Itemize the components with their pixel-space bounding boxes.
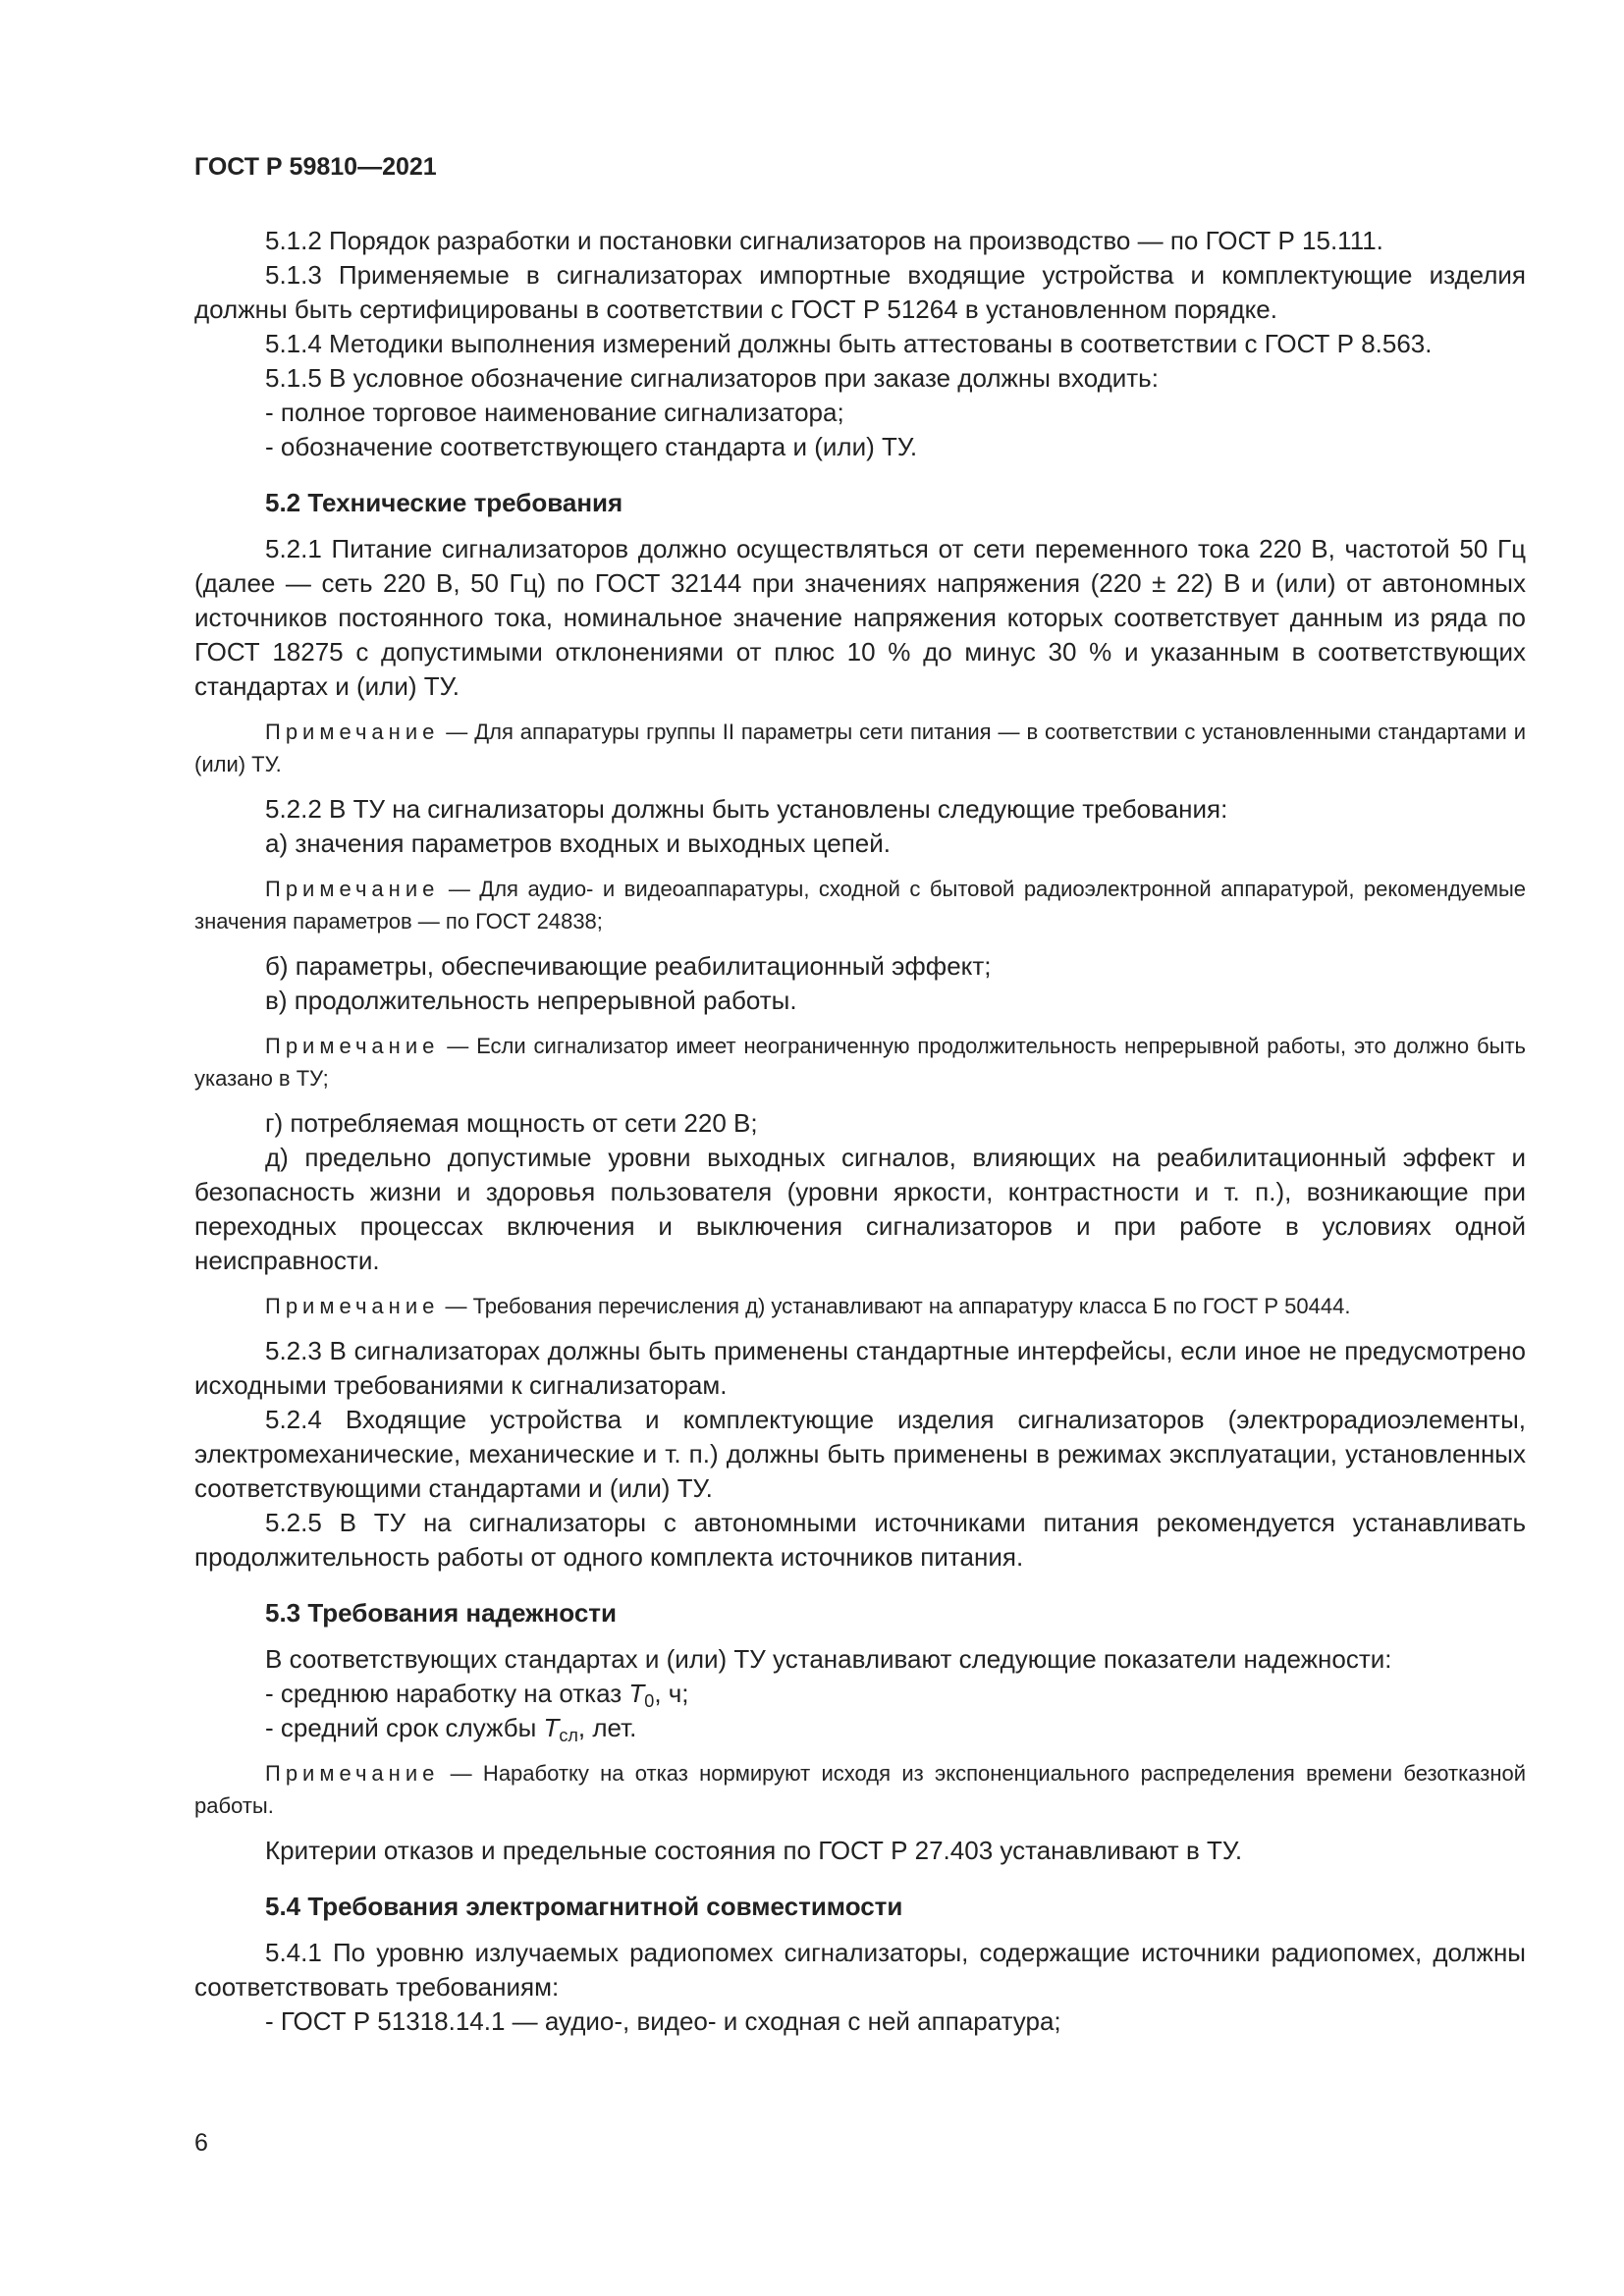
note-text: — Наработку на отказ нормируют исходя из экспоненциального распределения времени безотказной работы. (194, 1761, 1526, 1818)
note-text: — Если сигнализатор имеет неограниченную продолжительность непрерывной работы, это должно быть указано в ТУ; (194, 1034, 1526, 1091)
list-item: в) продолжительность непрерывной работы. (265, 986, 797, 1015)
body-paragraph: 5.2.4 Входящие устройства и комплектующие изделия сигнализаторов (электрорадиоэлементы, электромеханические, механические и т. п.) должны быть применены в режимах эксплуатации, установленных соответствующими стандартами и (или) ТУ. (194, 1405, 1526, 1503)
list-item: - полное торговое наименование сигнализатора; (265, 398, 844, 427)
note-label: Примечание (265, 720, 440, 744)
body-paragraph: 5.1.4 Методики выполнения измерений должны быть аттестованы в соответствии с ГОСТ Р 8.563. (265, 329, 1433, 358)
section-heading: 5.2 Технические требования (265, 488, 623, 517)
math-symbol: T (628, 1679, 645, 1708)
list-item-unit: , лет. (577, 1713, 637, 1742)
math-symbol: T (543, 1713, 560, 1742)
note-paragraph (194, 873, 1526, 937)
list-item: а) значения параметров входных и выходных цепей. (265, 828, 891, 858)
note-paragraph (194, 716, 1526, 780)
list-item (194, 1677, 1526, 1711)
note-paragraph (194, 1757, 1526, 1822)
note-label: Примечание (265, 877, 440, 901)
section-heading: 5.4 Требования электромагнитной совместимости (265, 1892, 903, 1921)
body-paragraph: В соответствующих стандартах и (или) ТУ устанавливают следующие показатели надежности: (265, 1644, 1392, 1674)
body-paragraph: д) предельно допустимые уровни выходных сигналов, влияющих на реабилитационный эффект и безопасность жизни и здоровья пользователя (уровни яркости, контрастности и т. п.), возникающие при переходных процессах включения и выключения сигнализаторов и при работе в условиях одной неисправности. (194, 1143, 1526, 1275)
math-subscript: сл (559, 1726, 578, 1745)
body-paragraph: 5.1.3 Применяемые в сигнализаторах импортные входящие устройства и комплектующие изделия должны быть сертифицированы в соответствии с ГОСТ Р 51264 в установленном порядке. (194, 260, 1526, 324)
note-text: — Требования перечисления д) устанавливают на аппаратуру класса Б по ГОСТ Р 50444. (439, 1294, 1351, 1318)
note-label: Примечание (265, 1034, 440, 1058)
note-paragraph (194, 1290, 1526, 1322)
note-label: Примечание (265, 1294, 440, 1318)
document-header: ГОСТ Р 59810—2021 (194, 153, 437, 181)
body-paragraph: 5.2.5 В ТУ на сигнализаторы с автономными источниками питания рекомендуется устанавливать продолжительность работы от одного комплекта источников питания. (194, 1508, 1526, 1572)
list-item: - ГОСТ Р 51318.14.1 — аудио-, видео- и сходная с ней аппаратура; (265, 2006, 1061, 2036)
note-paragraph (194, 1030, 1526, 1095)
list-item: г) потребляемая мощность от сети 220 В; (265, 1108, 758, 1138)
section-heading: 5.3 Требования надежности (265, 1598, 618, 1628)
body-paragraph: 5.2.1 Питание сигнализаторов должно осуществляться от сети переменного тока 220 В, частотой 50 Гц (далее — сеть 220 В, 50 Гц) по ГОСТ 32144 при значениях напряжения (220 ± 22) В и (или) от автономных источников постоянного тока, номинальное значение напряжения которых соответствует данным из ряда по ГОСТ 18275 с допустимыми отклонениями от плюс 10 % до минус 30 % и указанным в соответствующих стандартах и (или) ТУ. (194, 534, 1526, 701)
math-subscript: 0 (644, 1691, 655, 1711)
list-item-unit: , ч; (654, 1679, 689, 1708)
list-item (194, 1711, 1526, 1745)
body-paragraph: 5.2.3 В сигнализаторах должны быть применены стандартные интерфейсы, если иное не предусмотрено исходными требованиями к сигнализаторам. (194, 1336, 1526, 1400)
body-paragraph: Критерии отказов и предельные состояния по ГОСТ Р 27.403 устанавливают в ТУ. (265, 1836, 1243, 1865)
list-item-text: - среднюю наработку на отказ (265, 1679, 629, 1708)
document-body (194, 224, 1526, 2039)
note-text: — Для аудио- и видеоаппаратуры, сходной с бытовой радиоэлектронной аппаратурой, рекомендуемые значения параметров — по ГОСТ 24838; (194, 877, 1526, 934)
note-label: Примечание (265, 1761, 440, 1786)
document-page (194, 0, 1526, 2296)
page-number: 6 (194, 2129, 208, 2157)
list-item: - обозначение соответствующего стандарта и (или) ТУ. (265, 432, 918, 461)
note-text: — Для аппаратуры группы II параметры сети питания — в соответствии с установленными стандартами и (или) ТУ. (194, 720, 1526, 776)
body-paragraph: 5.1.5 В условное обозначение сигнализаторов при заказе должны входить: (265, 363, 1159, 393)
list-item-text: - средний срок службы (265, 1713, 544, 1742)
body-paragraph: 5.2.2 В ТУ на сигнализаторы должны быть установлены следующие требования: (265, 794, 1228, 824)
list-item: б) параметры, обеспечивающие реабилитационный эффект; (265, 951, 992, 981)
body-paragraph: 5.4.1 По уровню излучаемых радиопомех сигнализаторы, содержащие источники радиопомех, должны соответствовать требованиям: (194, 1938, 1526, 2002)
body-paragraph: 5.1.2 Порядок разработки и постановки сигнализаторов на производство — по ГОСТ Р 15.111. (265, 226, 1383, 255)
